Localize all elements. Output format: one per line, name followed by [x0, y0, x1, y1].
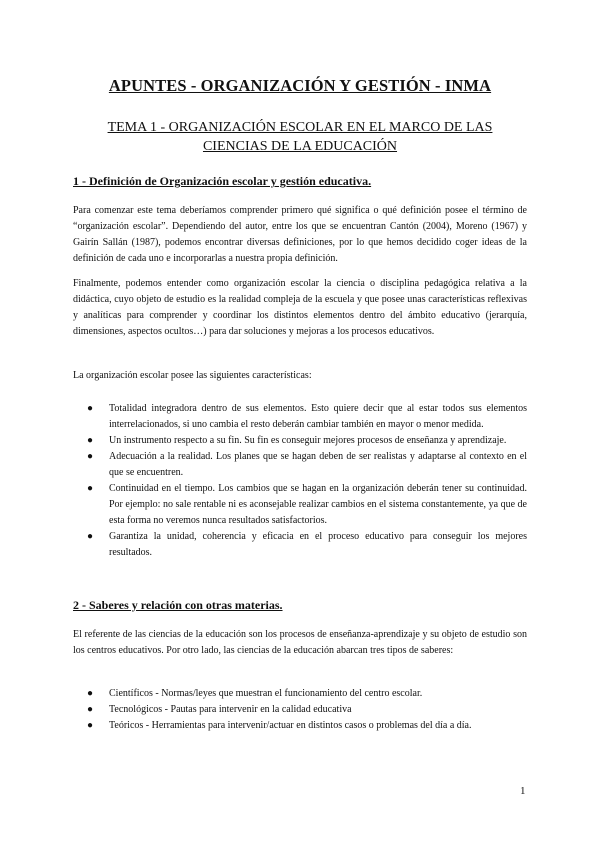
topic-title-line-2: CIENCIAS DE LA EDUCACIÓN: [202, 139, 398, 154]
list-item: [73, 401, 527, 433]
knowledge-types-list: [73, 686, 527, 734]
document-title: APUNTES - ORGANIZACIÓN Y GESTIÓN - INMA: [108, 76, 492, 95]
list-item: [73, 481, 527, 529]
section-1-paragraph-2: Finalmente, podemos entender como organización escolar la ciencia o disciplina pedagógica relativa a la didáctica, cuyo objeto de estudio es la realidad compleja de la escuela y que posee unas características reflexivas y analíticas para comprender y coordinar los distintos elementos dentro del ámbito educativo (jerarquía, dimensiones, aspectos ocultos…) para dar soluciones y mejoras a los procesos educativos.: [73, 278, 527, 337]
topic-title-line-1: TEMA 1 - ORGANIZACIÓN ESCOLAR EN EL MARCO DE LAS: [107, 120, 493, 135]
list-item-text: Teóricos - Herramientas para intervenir/actuar en distintos casos o problemas del día a día.: [109, 720, 472, 731]
bullet-icon: ●: [87, 435, 94, 446]
list-item: [73, 686, 527, 702]
characteristics-list: [73, 401, 527, 561]
page-number: 1: [520, 785, 526, 797]
section-1-paragraph-3: La organización escolar posee las siguientes características:: [73, 370, 312, 381]
list-item: [73, 718, 527, 734]
list-item: [73, 529, 527, 561]
list-item-text: Científicos - Normas/leyes que muestran el funcionamiento del centro escolar.: [109, 688, 423, 699]
list-item-text: Continuidad en el tiempo. Los cambios que se hagan en la organización deberán tener su continuidad. Por ejemplo: no sale rentable ni es aconsejable realizar cambios en el sistema constantemente, ya que de esta forma no veremos nunca resultados satisfactorios.: [109, 483, 527, 526]
topic-title: [60, 118, 540, 156]
list-item-text: Tecnológicos - Pautas para intervenir en la calidad educativa: [109, 704, 352, 715]
section-1-heading: 1 - Definición de Organización escolar y gestión educativa.: [73, 174, 372, 188]
list-item: [73, 702, 527, 718]
bullet-icon: ●: [87, 531, 94, 542]
section-2-paragraph-1: El referente de las ciencias de la educación son los procesos de enseñanza-aprendizaje y su objeto de estudio son los centros educativos. Por otro lado, las ciencias de la educación abarcan tres tipos de saberes:: [73, 629, 527, 656]
list-item-text: Adecuación a la realidad. Los planes que se hagan deben de ser realistas y adaptarse al contexto en el que se encuentren.: [109, 451, 527, 478]
bullet-icon: ●: [87, 688, 94, 699]
bullet-icon: ●: [87, 403, 94, 414]
list-item: [73, 433, 527, 449]
bullet-icon: ●: [87, 451, 94, 462]
section-2-heading: 2 - Saberes y relación con otras materias.: [73, 598, 283, 612]
list-item-text: Garantiza la unidad, coherencia y eficacia en el proceso educativo para conseguir los mejores resultados.: [109, 531, 527, 558]
section-1-paragraph-1: Para comenzar este tema deberíamos comprender primero qué significa o qué definición posee el término de “organización escolar”. Dependiendo del autor, entre los que se encuentran Cantón (2004), Moreno (1967) y Gairín Sallán (1987), podemos encontrar diversas definiciones, por lo que hemos decidido coger ideas de la definición de cada uno e incorporarlas a nuestra propia definición.: [73, 205, 527, 264]
bullet-icon: ●: [87, 720, 94, 731]
list-item-text: Totalidad integradora dentro de sus elementos. Esto quiere decir que al estar todos sus elementos interrelacionados, si uno cambia el resto deberán cambiar también en mayor o menor medida.: [109, 403, 527, 430]
bullet-icon: ●: [87, 483, 94, 494]
bullet-icon: ●: [87, 704, 94, 715]
list-item-text: Un instrumento respecto a su fin. Su fin es conseguir mejores procesos de enseñanza y aprendizaje.: [109, 435, 507, 446]
list-item: [73, 449, 527, 481]
